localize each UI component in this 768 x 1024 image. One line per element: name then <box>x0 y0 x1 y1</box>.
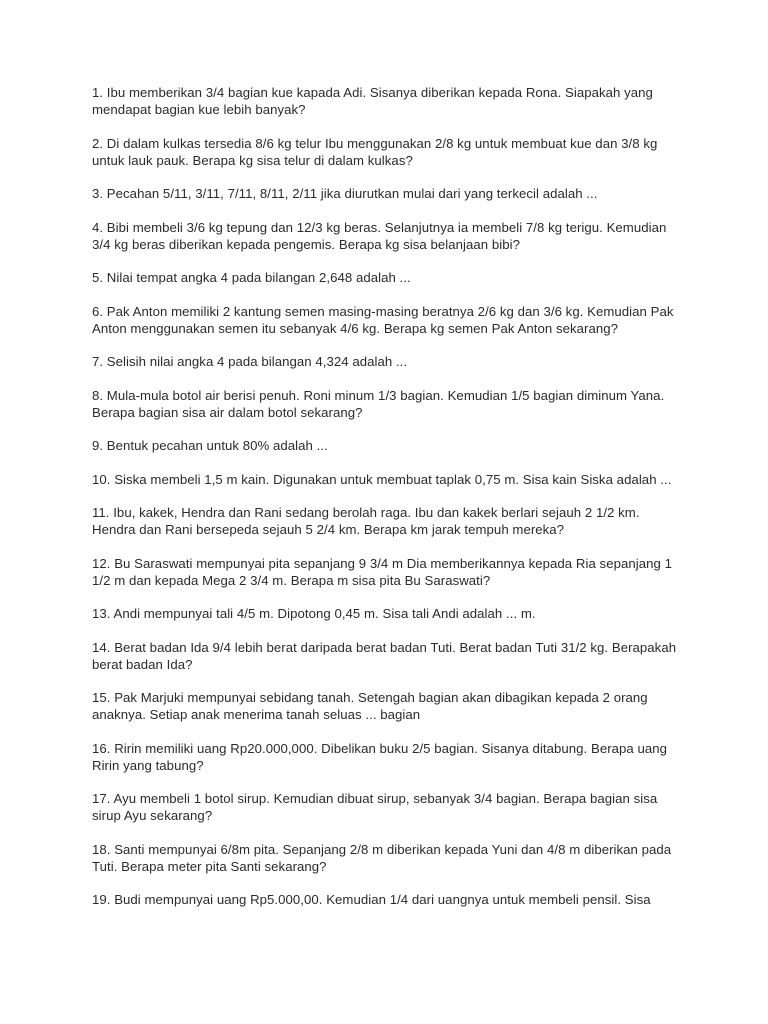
question-item: 9. Bentuk pecahan untuk 80% adalah ... <box>92 438 328 453</box>
question-item: 16. Ririn memiliki uang Rp20.000,000. Dibelikan buku 2/5 bagian. Sisanya ditabung. Berapa uang Ririn yang tabung? <box>92 740 668 773</box>
question-item: 10. Siska membeli 1,5 m kain. Digunakan untuk membuat taplak 0,75 m. Sisa kain Siska adalah ... <box>92 471 672 487</box>
question-item: 13. Andi mempunyai tali 4/5 m. Dipotong 0,45 m. Sisa tali Andi adalah ... m. <box>92 606 536 621</box>
question-item: 19. Budi mempunyai uang Rp5.000,00. Kemudian 1/4 dari uangnya untuk membeli pensil. Sisa <box>92 892 651 907</box>
question-item: 12. Bu Saraswati mempunyai pita sepanjang 9 3/4 m Dia memberikannya kepada Ria sepanjang 1 1/2 m dan kepada Mega 2 3/4 m. Berapa m sisa pita Bu Saraswati? <box>92 555 672 588</box>
question-item: 7. Selisih nilai angka 4 pada bilangan 4,324 adalah ... <box>92 354 408 369</box>
question-item: 2. Di dalam kulkas tersedia 8/6 kg telur Ibu menggunakan 2/8 kg untuk membuat kue dan 3/8 kg untuk lauk pauk. Berapa kg sisa telur di dalam kulkas? <box>92 135 658 168</box>
question-item: 4. Bibi membeli 3/6 kg tepung dan 12/3 kg beras. Selanjutnya ia membeli 7/8 kg terigu. Kemudian 3/4 kg beras diberikan kepada pengemis. Berapa kg sisa belanjaan bibi? <box>92 219 667 252</box>
question-item: 5. Nilai tempat angka 4 pada bilangan 2,648 adalah ... <box>92 270 411 285</box>
question-item: 14. Berat badan Ida 9/4 lebih berat daripada berat badan Tuti. Berat badan Tuti 31/2 kg. Berapakah berat badan Ida? <box>92 639 677 672</box>
question-item: 1. Ibu memberikan 3/4 bagian kue kapada Adi. Sisanya diberikan kepada Rona. Siapakah yang mendapat bagian kue lebih banyak? <box>92 85 653 117</box>
question-item: 15. Pak Marjuki mempunyai sebidang tanah. Setengah bagian akan dibagikan kepada 2 orang anaknya. Setiap anak menerima tanah seluas ... bagian <box>92 690 648 722</box>
question-item: 18. Santi mempunyai 6/8m pita. Sepanjang 2/8 m diberikan kepada Yuni dan 4/8 m diberikan pada Tuti. Berapa meter pita Santi sekarang? <box>92 841 672 874</box>
question-item: 3. Pecahan 5/11, 3/11, 7/11, 8/11, 2/11 jika diurutkan mulai dari yang terkecil adalah ... <box>92 186 598 201</box>
question-item: 17. Ayu membeli 1 botol sirup. Kemudian dibuat sirup, sebanyak 3/4 bagian. Berapa bagian sisa sirup Ayu sekarang? <box>92 791 658 823</box>
question-item: 6. Pak Anton memiliki 2 kantung semen masing-masing beratnya 2/6 kg dan 3/6 kg. Kemudian Pak Anton menggunakan semen itu sebanyak 4/6 kg. Berapa kg semen Pak Anton sekarang? <box>92 303 674 336</box>
question-item: 8. Mula-mula botol air berisi penuh. Roni minum 1/3 bagian. Kemudian 1/5 bagian diminum Yana. Berapa bagian sisa air dalam botol sekarang? <box>92 387 665 420</box>
question-item: 11. Ibu, kakek, Hendra dan Rani sedang berolah raga. Ibu dan kakek berlari sejauh 2 1/2 km. Hendra dan Rani bersepeda sejauh 5 2/4 km. Berapa km jarak tempuh mereka? <box>92 505 640 537</box>
question-list <box>92 84 682 925</box>
